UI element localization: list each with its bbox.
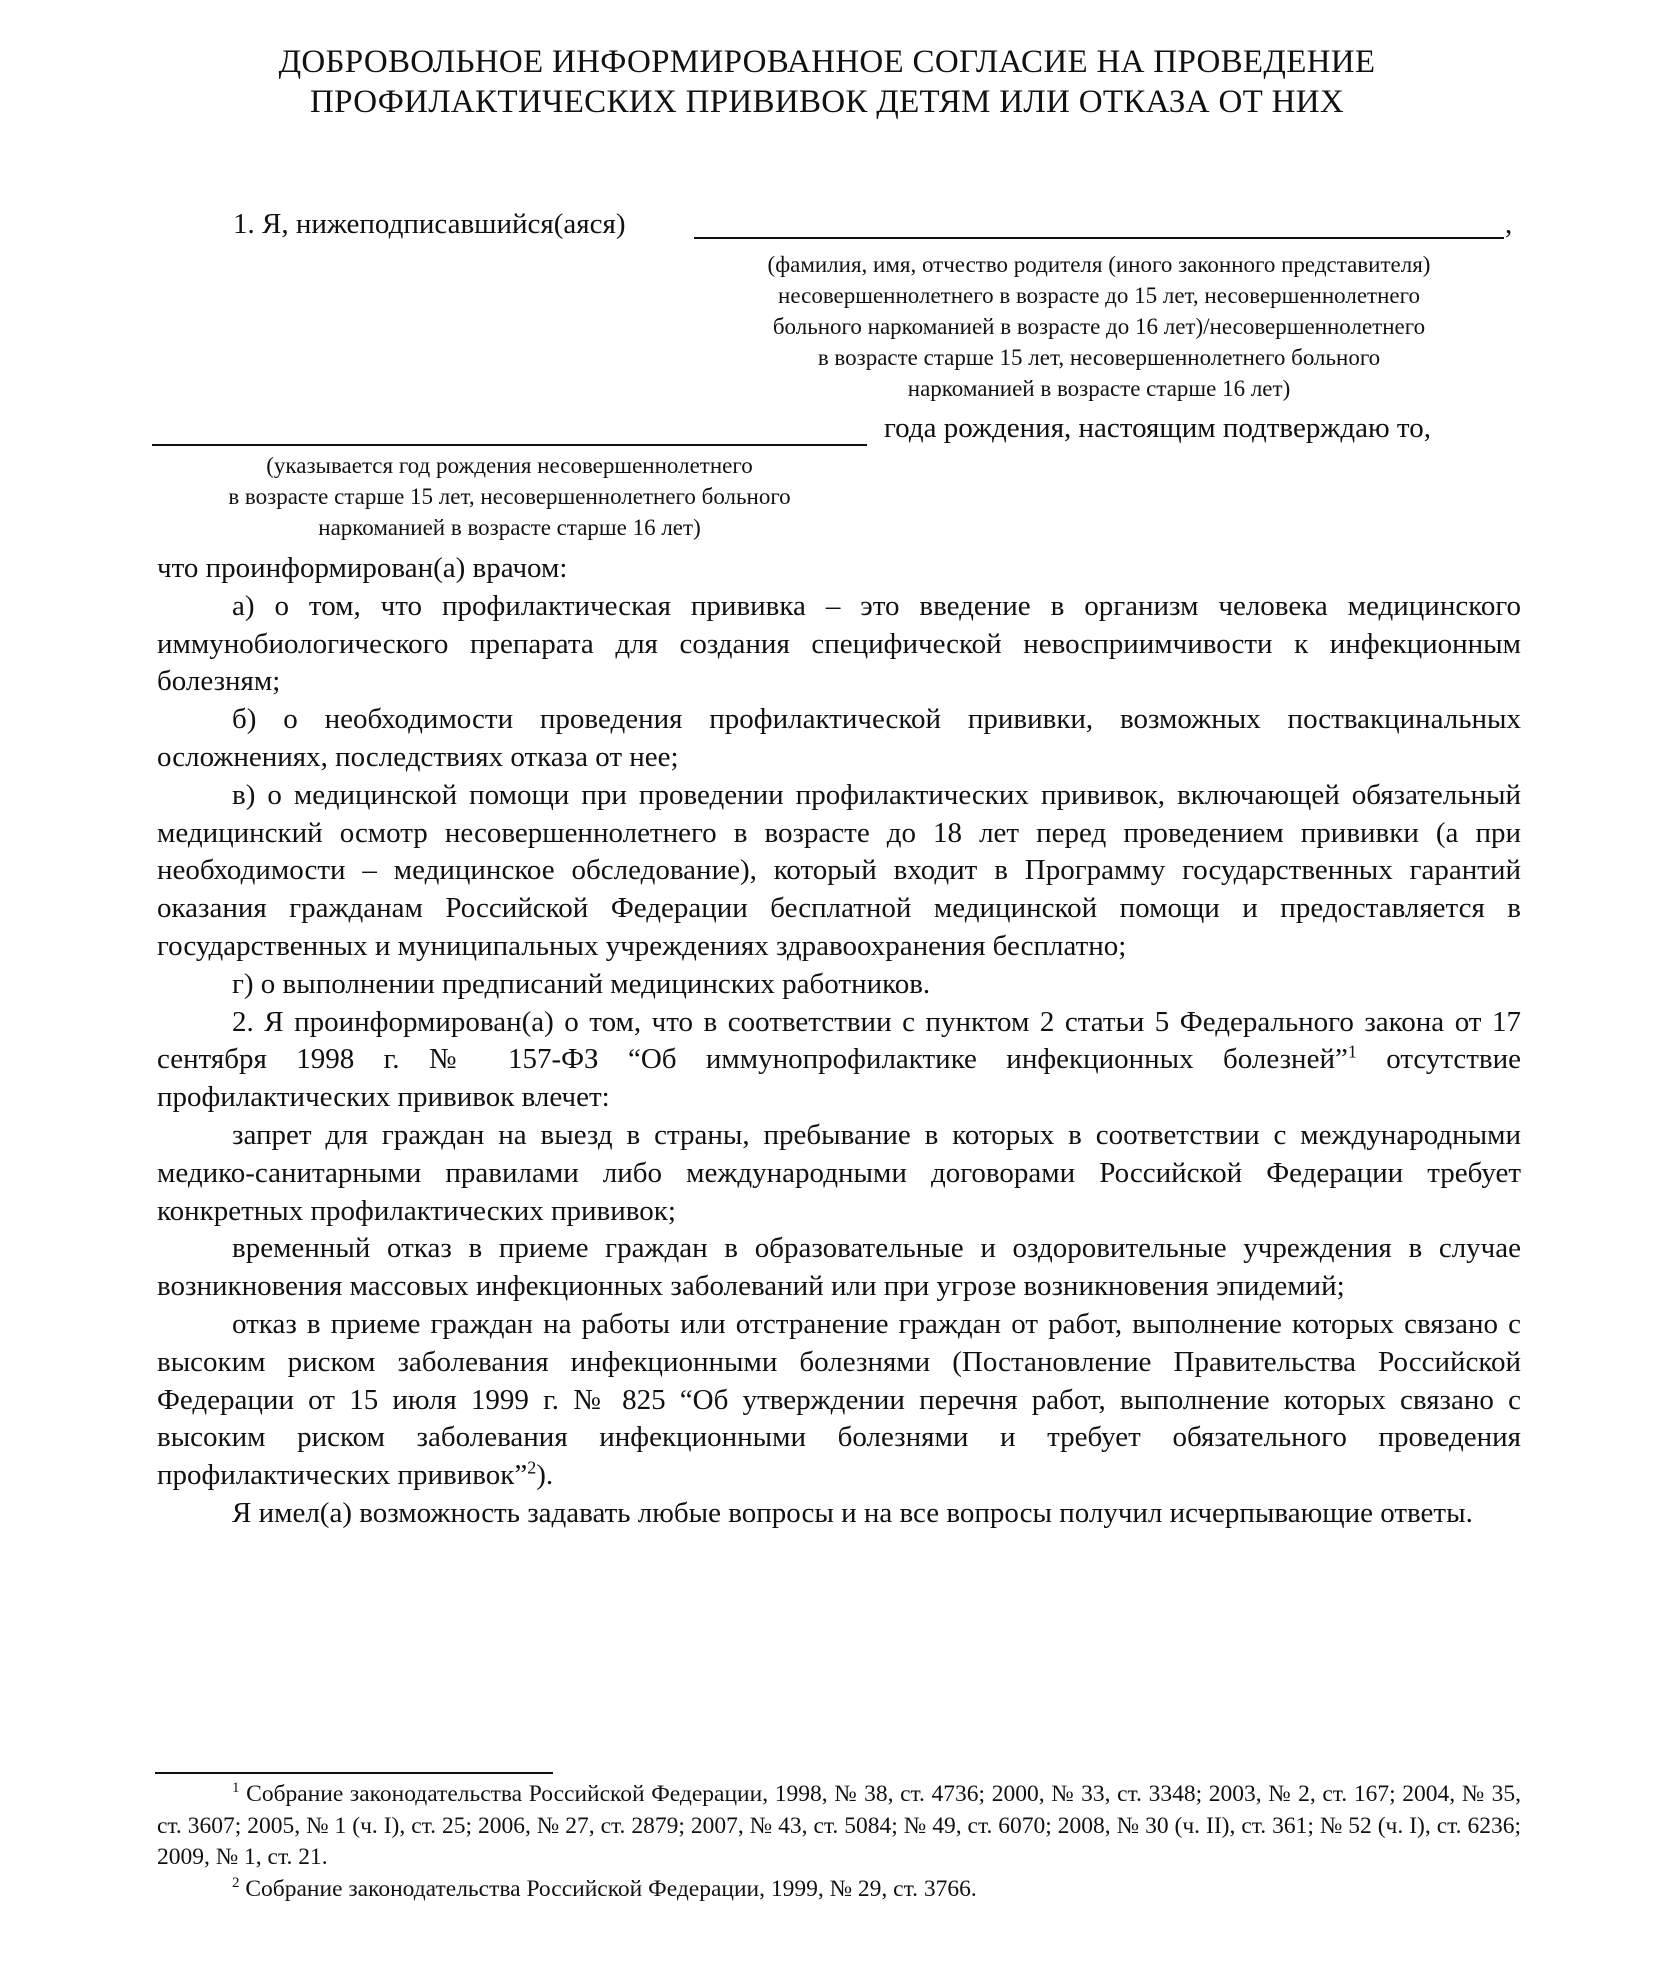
footnote-1 <box>157 1779 1521 1874</box>
name-hint-line: (фамилия, имя, отчество родителя (иного законного представителя) <box>767 252 1431 277</box>
section1-lead: 1. Я, нижеподписавшийся(аяся) <box>233 208 626 240</box>
section2-intro-text: 2. Я проинформирован(а) о том, что в соответствии с пунктом 2 статьи 5 Федерального закона от 17 сентября 1998 г. № 157-ФЗ “Об иммунопрофилактике инфекционных болезней” <box>157 1005 1521 1076</box>
item-g-paragraph: г) о выполнении предписаний медицинских работников. <box>232 967 931 1000</box>
footnote-2-text: Собрание законодательства Российской Федерации, 1999, № 29, ст. 3766. <box>239 1875 977 1902</box>
section2-intro-paragraph <box>157 1004 1521 1117</box>
name-field-comma: , <box>1505 208 1513 240</box>
name-field-hint <box>694 249 1504 404</box>
birth-year-field[interactable] <box>152 444 867 446</box>
year-hint-line: в возрасте старше 15 лет, несовершеннолетнего больного <box>228 484 791 509</box>
item-a-paragraph: а) о том, что профилактическая прививка – это введение в организм человека медицинского иммунобиологического препарата для создания специфической невосприимчивости к инфекционным болезням; <box>157 589 1521 698</box>
footnote-1-number: 1 <box>232 1780 240 1797</box>
birth-year-hint <box>152 450 867 543</box>
footnote-2 <box>157 1874 1521 1906</box>
informed-by-paragraph: что проинформирован(а) врачом: <box>157 552 568 584</box>
consequence-3-tail: ). <box>536 1459 554 1492</box>
year-hint-line: наркоманией в возрасте старше 16 лет) <box>318 515 701 540</box>
footnote-separator <box>155 1772 553 1774</box>
year-hint-line: (указывается год рождения несовершеннолетнего <box>266 453 753 478</box>
consequence-1-paragraph: запрет для граждан на выезд в страны, пребывание в которых в соответствии с международными медико-санитарными правилами либо международными договорами Российской Федерации требует конкретных профилактических прививок; <box>157 1118 1521 1227</box>
footnote-ref-2[interactable]: 2 <box>527 1457 537 1478</box>
footnote-1-text: Собрание законодательства Российской Федерации, 1998, № 38, ст. 4736; 2000, № 33, ст. 3348; 2003, № 2, ст. 167; 2004, № 35, ст. 3607; 2005, № 1 (ч. I), ст. 25; 2006, № 27, ст. 2879; 2007, № 43, ст. 5084; № 49, ст. 6070; 2008, № 30 (ч. II), ст. 361; № 52 (ч. I), ст. 6236; 2009, № 1, ст. 21. <box>157 1781 1521 1870</box>
title-line-2: ПРОФИЛАКТИЧЕСКИХ ПРИВИВОК ДЕТЯМ ИЛИ ОТКАЗА ОТ НИХ <box>310 84 1344 120</box>
document-title <box>150 42 1504 122</box>
name-hint-line: наркоманией в возрасте старше 16 лет) <box>907 376 1291 401</box>
name-hint-line: в возрасте старше 15 лет, несовершеннолетнего больного <box>817 345 1381 370</box>
document-body <box>157 550 1521 1533</box>
item-v-paragraph: в) о медицинской помощи при проведении профилактических прививок, включающей обязательный медицинский осмотр несовершеннолетнего в возрасте до 18 лет перед проведением прививки (а при необходимости – медицинское обследование), который входит в Программу государственных гарантий оказания гражданам Российской Федерации бесплатной медицинской помощи и предоставляется в государственных и муниципальных учреждениях здравоохранения бесплатно; <box>157 778 1521 962</box>
section2-intro-tail: отсутствие профилактических прививок влечет: <box>157 1043 1522 1114</box>
footnotes <box>157 1779 1521 1905</box>
consequence-3-paragraph <box>157 1306 1521 1495</box>
name-field[interactable] <box>694 237 1504 239</box>
name-hint-line: несовершеннолетнего в возрасте до 15 лет, несовершеннолетнего <box>778 283 1420 308</box>
title-line-1: ДОБРОВОЛЬНОЕ ИНФОРМИРОВАННОЕ СОГЛАСИЕ НА ПРОВЕДЕНИЕ <box>278 44 1376 80</box>
consequence-2-paragraph: временный отказ в приеме граждан в образовательные и оздоровительные учреждения в случае возникновения массовых инфекционных заболеваний или при угрозе возникновения эпидемий; <box>157 1232 1521 1303</box>
birth-year-text: года рождения, настоящим подтверждаю то, <box>884 412 1431 444</box>
name-hint-line: больного наркоманией в возрасте до 16 лет)/несовершеннолетнего <box>772 314 1426 339</box>
consequence-3-text: отказ в приеме граждан на работы или отстранение граждан от работ, выполнение которых связано с высоким риском заболевания инфекционными болезнями (Постановление Правительства Российской Федерации от 15 июля 1999 г. № 825 “Об утверждении перечня работ, выполнение которых связано с высоким риском заболевания инфекционными болезнями и требует обязательного проведения профилактических прививок” <box>157 1307 1521 1492</box>
questions-paragraph: Я имел(а) возможность задавать любые вопросы и на все вопросы получил исчерпывающие ответы. <box>232 1496 1473 1529</box>
item-b-paragraph: б) о необходимости проведения профилактической прививки, возможных поствакцинальных осложнениях, последствиях отказа от нее; <box>157 703 1521 773</box>
footnote-ref-1[interactable]: 1 <box>1347 1041 1357 1062</box>
footnote-2-number: 2 <box>232 1874 240 1891</box>
